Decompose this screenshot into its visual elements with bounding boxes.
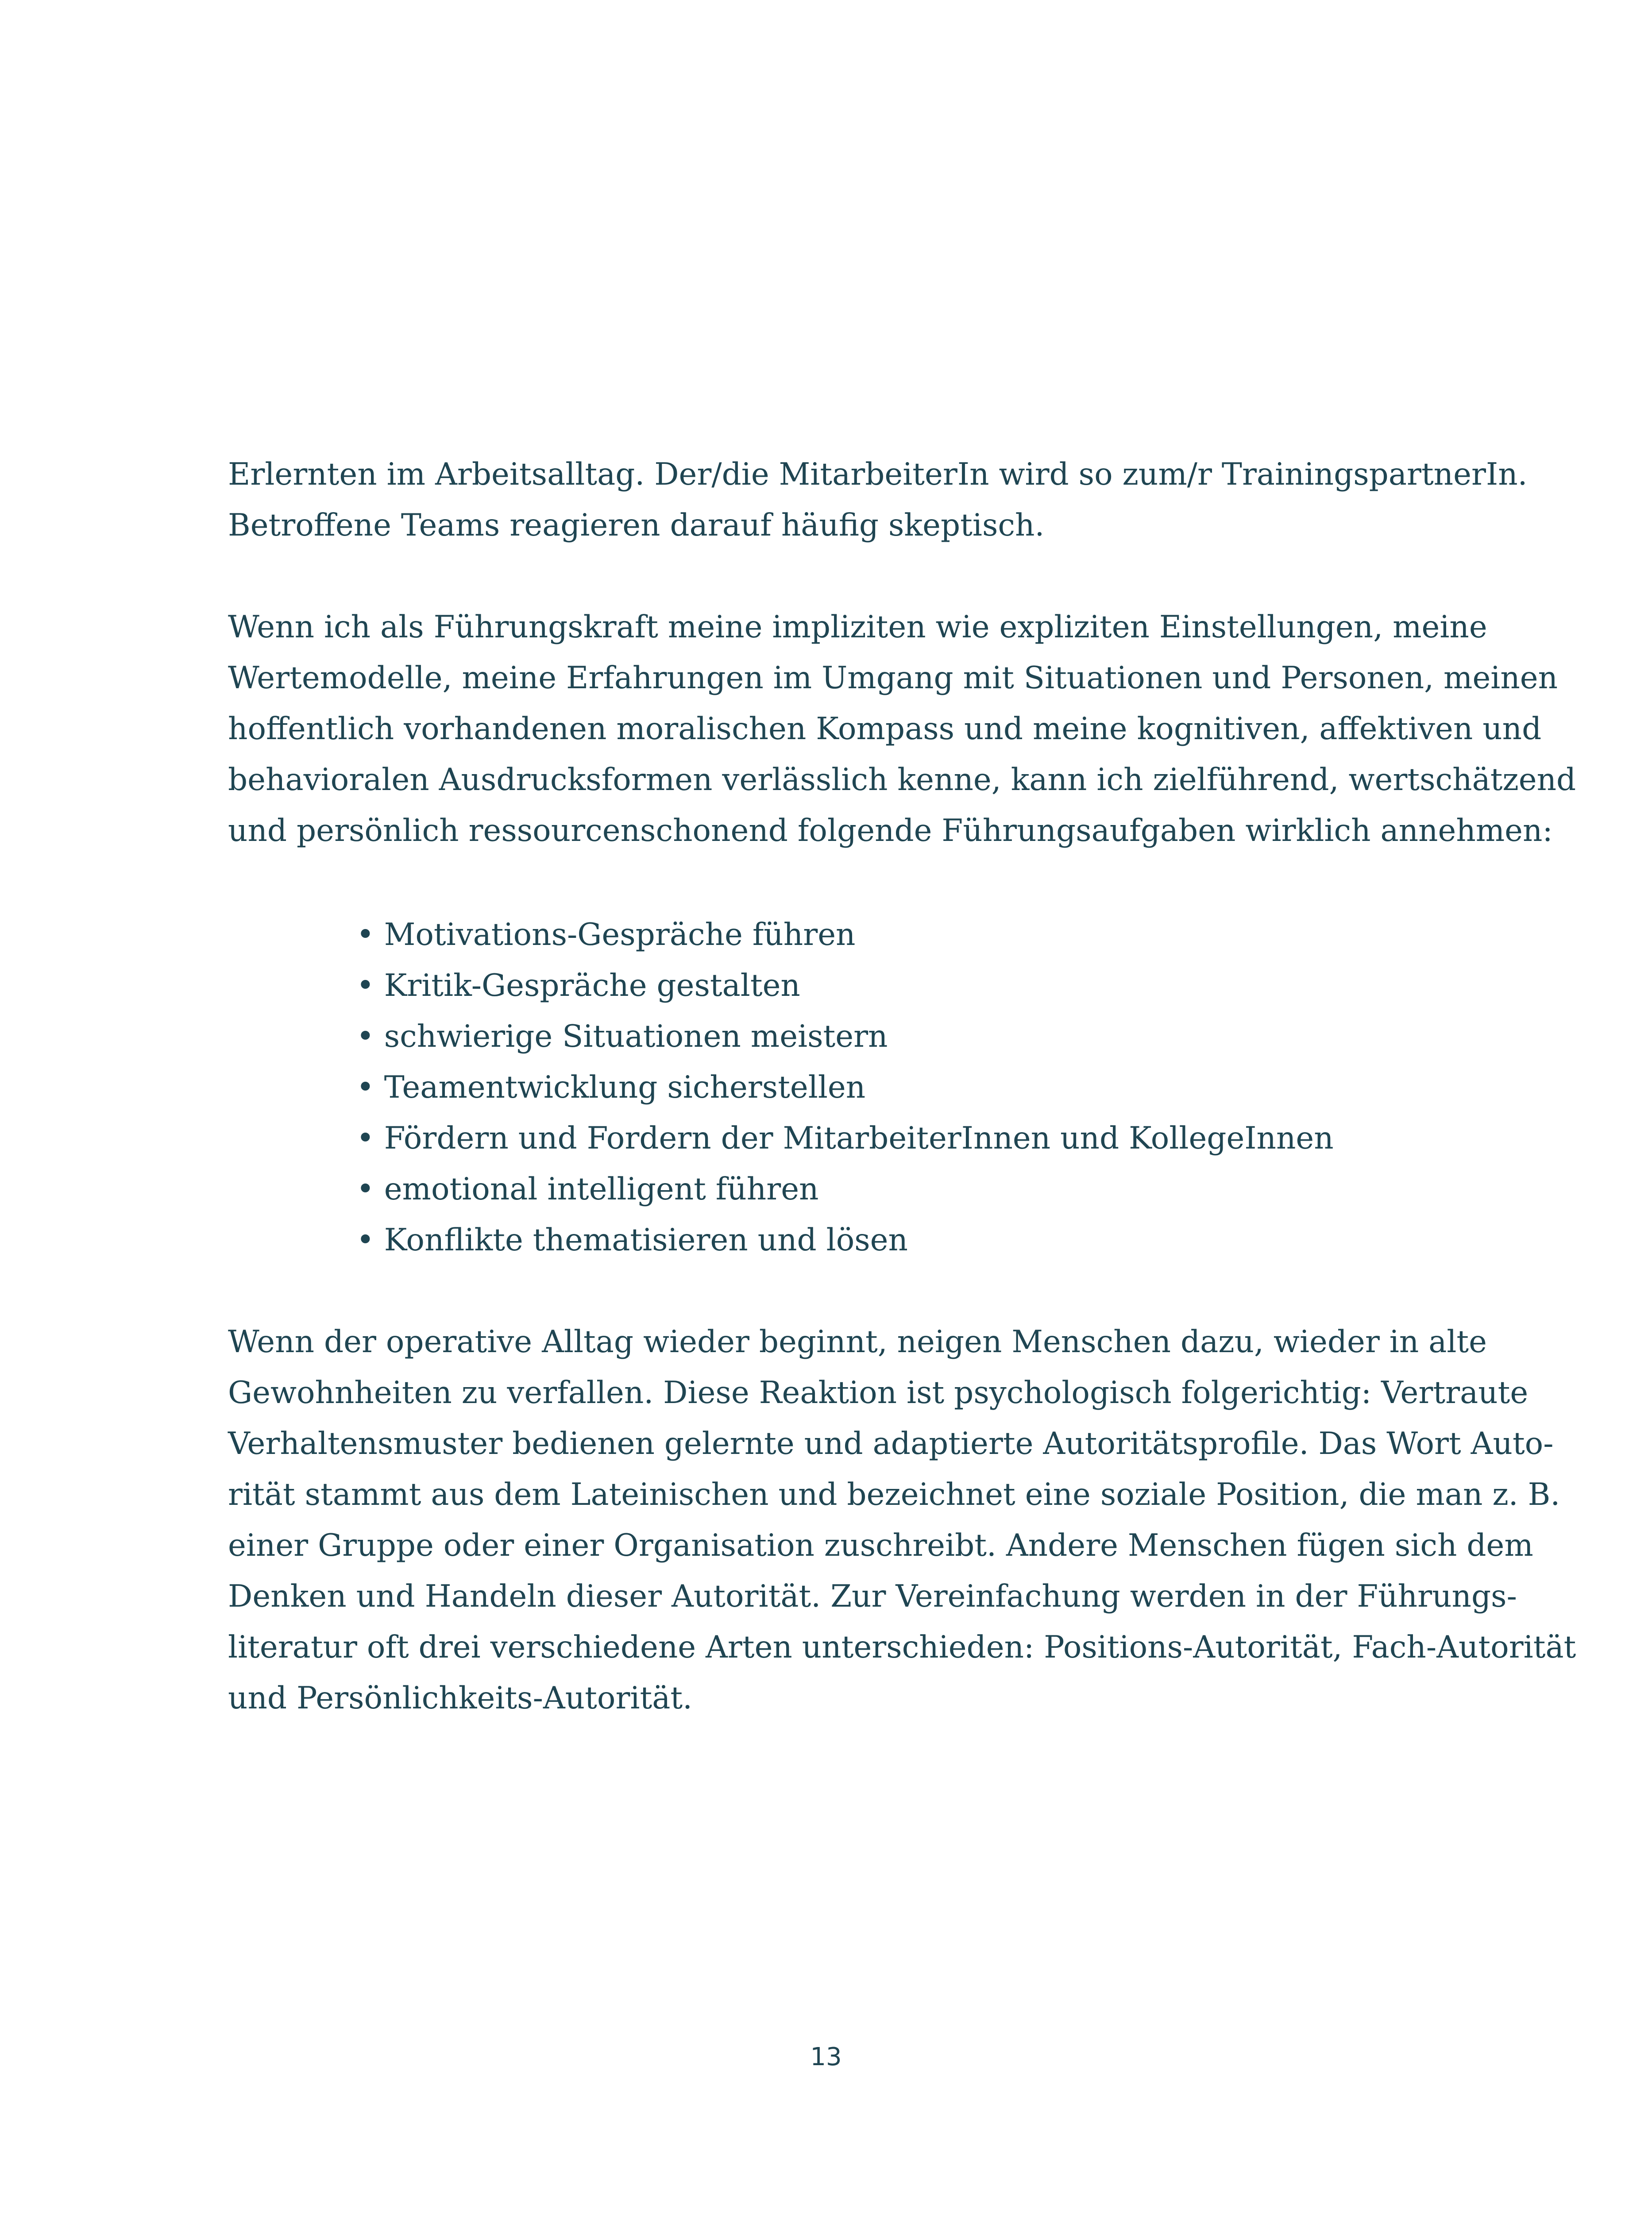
list-item-text: emotional intelligent führen (384, 1172, 819, 1207)
list-item-text: Motivations-Gespräche führen (384, 917, 856, 952)
text-line: rität stammt aus dem Lateinischen und bezeichnet eine soziale Position, die man z. B. (228, 1477, 1560, 1512)
text-line: Wenn ich als Führungskraft meine impliziten wie expliziten Einstellungen, meine (228, 609, 1487, 645)
text-line: Wertemodelle, meine Erfahrungen im Umgang mit Situationen und Personen, meinen (228, 660, 1558, 696)
bullet-icon: • (356, 917, 374, 952)
text-line: hoffentlich vorhandenen moralischen Kompass und meine kognitiven, affektiven und (228, 711, 1542, 747)
list-item-text: Kritik-Gespräche gestalten (384, 968, 800, 1003)
list-item (356, 1011, 1334, 1062)
list-item-text: Teamentwicklung sicherstellen (384, 1070, 866, 1105)
task-bullet-list (356, 910, 1334, 1266)
bullet-icon: • (356, 1070, 374, 1105)
list-item-text: Fördern und Fordern der MitarbeiterInnen und KollegeInnen (384, 1121, 1334, 1156)
text-line: behavioralen Ausdrucksformen verlässlich kenne, kann ich zielführend, wertschätzend (228, 762, 1576, 798)
text-line: und Persönlichkeits-Autorität. (228, 1681, 693, 1716)
text-line: literatur oft drei verschiedene Arten unterschieden: Positions-Autorität, Fach-Autorität (228, 1630, 1576, 1665)
text-line: Betroffene Teams reagieren darauf häufig skeptisch. (228, 508, 1045, 543)
bullet-icon: • (356, 1172, 374, 1207)
list-item (356, 1164, 1334, 1215)
list-item (356, 1215, 1334, 1266)
text-line: Verhaltensmuster bedienen gelernte und adaptierte Autoritätsprofile. Das Wort Auto- (228, 1426, 1554, 1461)
text-line: und persönlich ressourcenschonend folgende Führungsaufgaben wirklich annehmen: (228, 813, 1553, 848)
bullet-icon: • (356, 1019, 374, 1054)
text-line: Wenn der operative Alltag wieder beginnt, neigen Menschen dazu, wieder in alte (228, 1324, 1487, 1360)
text-line: Gewohnheiten zu verfallen. Diese Reaktion ist psychologisch folgerichtig: Vertraute (228, 1375, 1528, 1411)
page-number: 13 (810, 2043, 842, 2071)
paragraph-intro (228, 449, 1528, 551)
list-item-text: Konflikte thematisieren und lösen (384, 1222, 908, 1258)
text-line: Denken und Handeln dieser Autorität. Zur Vereinfachung werden in der Führungs- (228, 1579, 1517, 1614)
paragraph-authority (228, 1317, 1576, 1724)
bullet-icon: • (356, 968, 374, 1003)
text-line: Erlernten im Arbeitsalltag. Der/die MitarbeiterIn wird so zum/r TrainingspartnerIn. (228, 457, 1528, 492)
list-item (356, 1062, 1334, 1113)
bullet-icon: • (356, 1121, 374, 1156)
paragraph-leadership (228, 602, 1576, 856)
list-item (356, 960, 1334, 1011)
list-item-text: schwierige Situationen meistern (384, 1019, 888, 1054)
text-line: einer Gruppe oder einer Organisation zuschreibt. Andere Menschen fügen sich dem (228, 1528, 1533, 1563)
list-item (356, 910, 1334, 960)
list-item (356, 1113, 1334, 1164)
bullet-icon: • (356, 1222, 374, 1258)
